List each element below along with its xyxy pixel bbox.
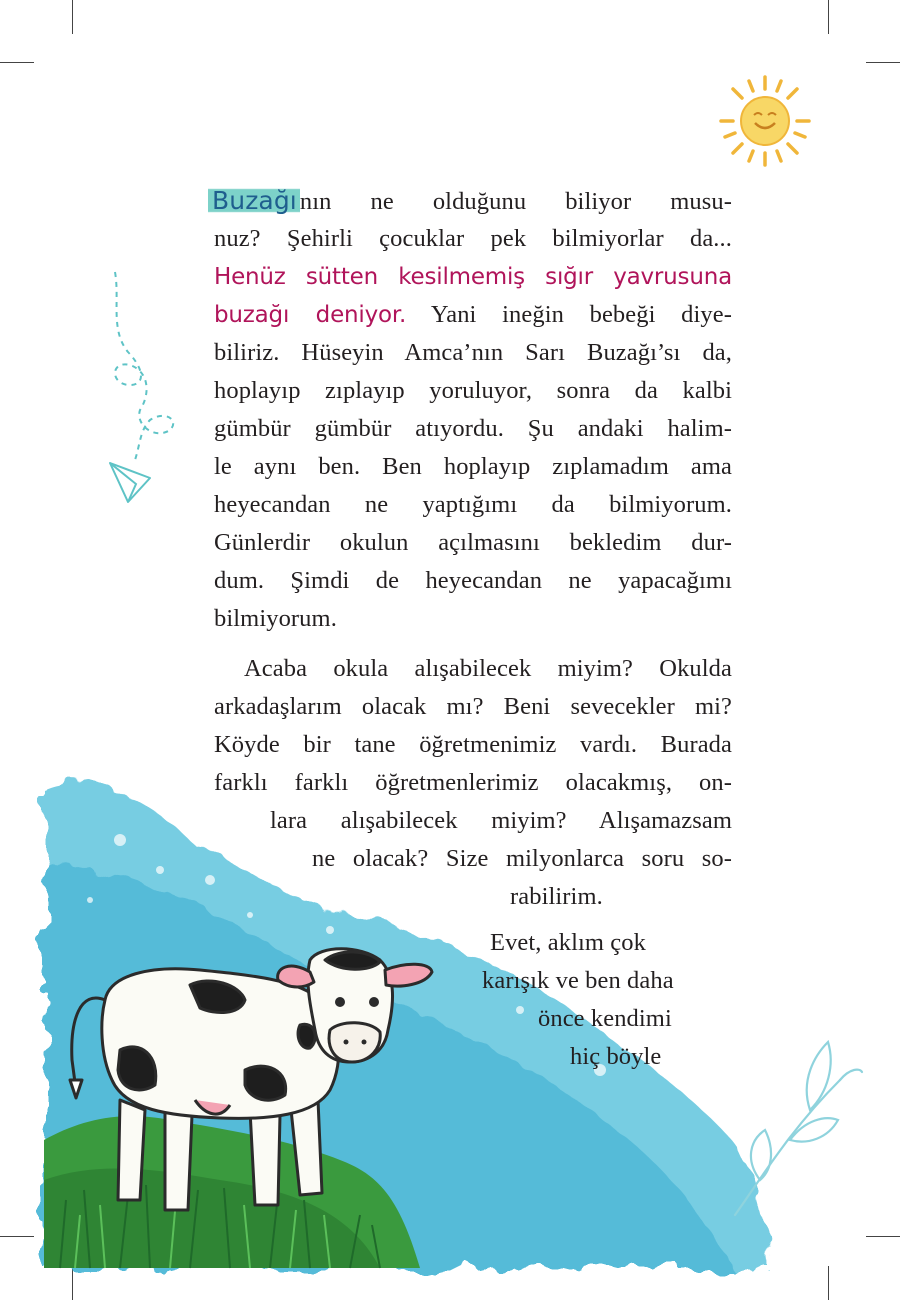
text-line: le aynı ben. Ben hoplayıp zıplamadım ama	[214, 453, 732, 480]
text-line: hoplayıp zıplayıp yoruluyor, sonra da kalbi	[214, 377, 732, 404]
text-line: arkadaşlarım olacak mı? Beni sevecekler mi?	[214, 693, 732, 720]
text-line: buzağı deniyor. Yani ineğin bebeği diye-	[214, 301, 732, 328]
text-line: rabilirim.	[510, 883, 603, 910]
text-line: heyecandan ne yaptığımı da bilmiyorum.	[214, 491, 732, 518]
text-line: Günlerdir okulun açılmasını bekledim dur-	[214, 529, 732, 556]
text-line: dum. Şimdi de heyecandan ne yapacağımı	[214, 567, 732, 594]
handwritten-phrase: buzağı deniyor.	[214, 302, 407, 328]
text-line: Buzağı nın ne olduğunu biliyor musu-	[214, 182, 732, 220]
handwritten-line: Henüz sütten kesilmemiş sığır yavrusuna	[214, 264, 732, 290]
paper-plane-icon	[110, 272, 173, 502]
text-line: nuz? Şehirli çocuklar pek bilmiyorlar da...	[214, 225, 732, 252]
text-line: karışık ve ben daha	[482, 967, 674, 994]
text-line: ne olacak? Size milyonlarca soru so-	[312, 845, 732, 872]
text-line: bilmiyorum.	[214, 605, 337, 632]
story-text	[214, 182, 732, 1076]
text-line: gümbür gümbür atıyordu. Şu andaki halim-	[214, 415, 732, 442]
text-line: farklı farklı öğretmenlerimiz olacakmış, on-	[214, 769, 732, 796]
text-line: önce kendimi	[538, 1005, 672, 1032]
leaf-branch-icon	[735, 1042, 862, 1215]
text-line: lara alışabilecek miyim? Alışamazsam	[270, 807, 732, 834]
text-line: biliriz. Hüseyin Amca’nın Sarı Buzağı’sı da,	[214, 339, 732, 366]
highlighted-word: Buzağı	[208, 186, 300, 215]
text-line: Köyde bir tane öğretmenimiz vardı. Burada	[214, 731, 732, 758]
text-line: Evet, aklım çok	[490, 929, 646, 956]
text-line: hiç böyle	[570, 1043, 662, 1070]
smiling-sun-icon	[721, 77, 809, 165]
text-line: Acaba okula alışabilecek miyim? Okulda	[244, 655, 732, 682]
